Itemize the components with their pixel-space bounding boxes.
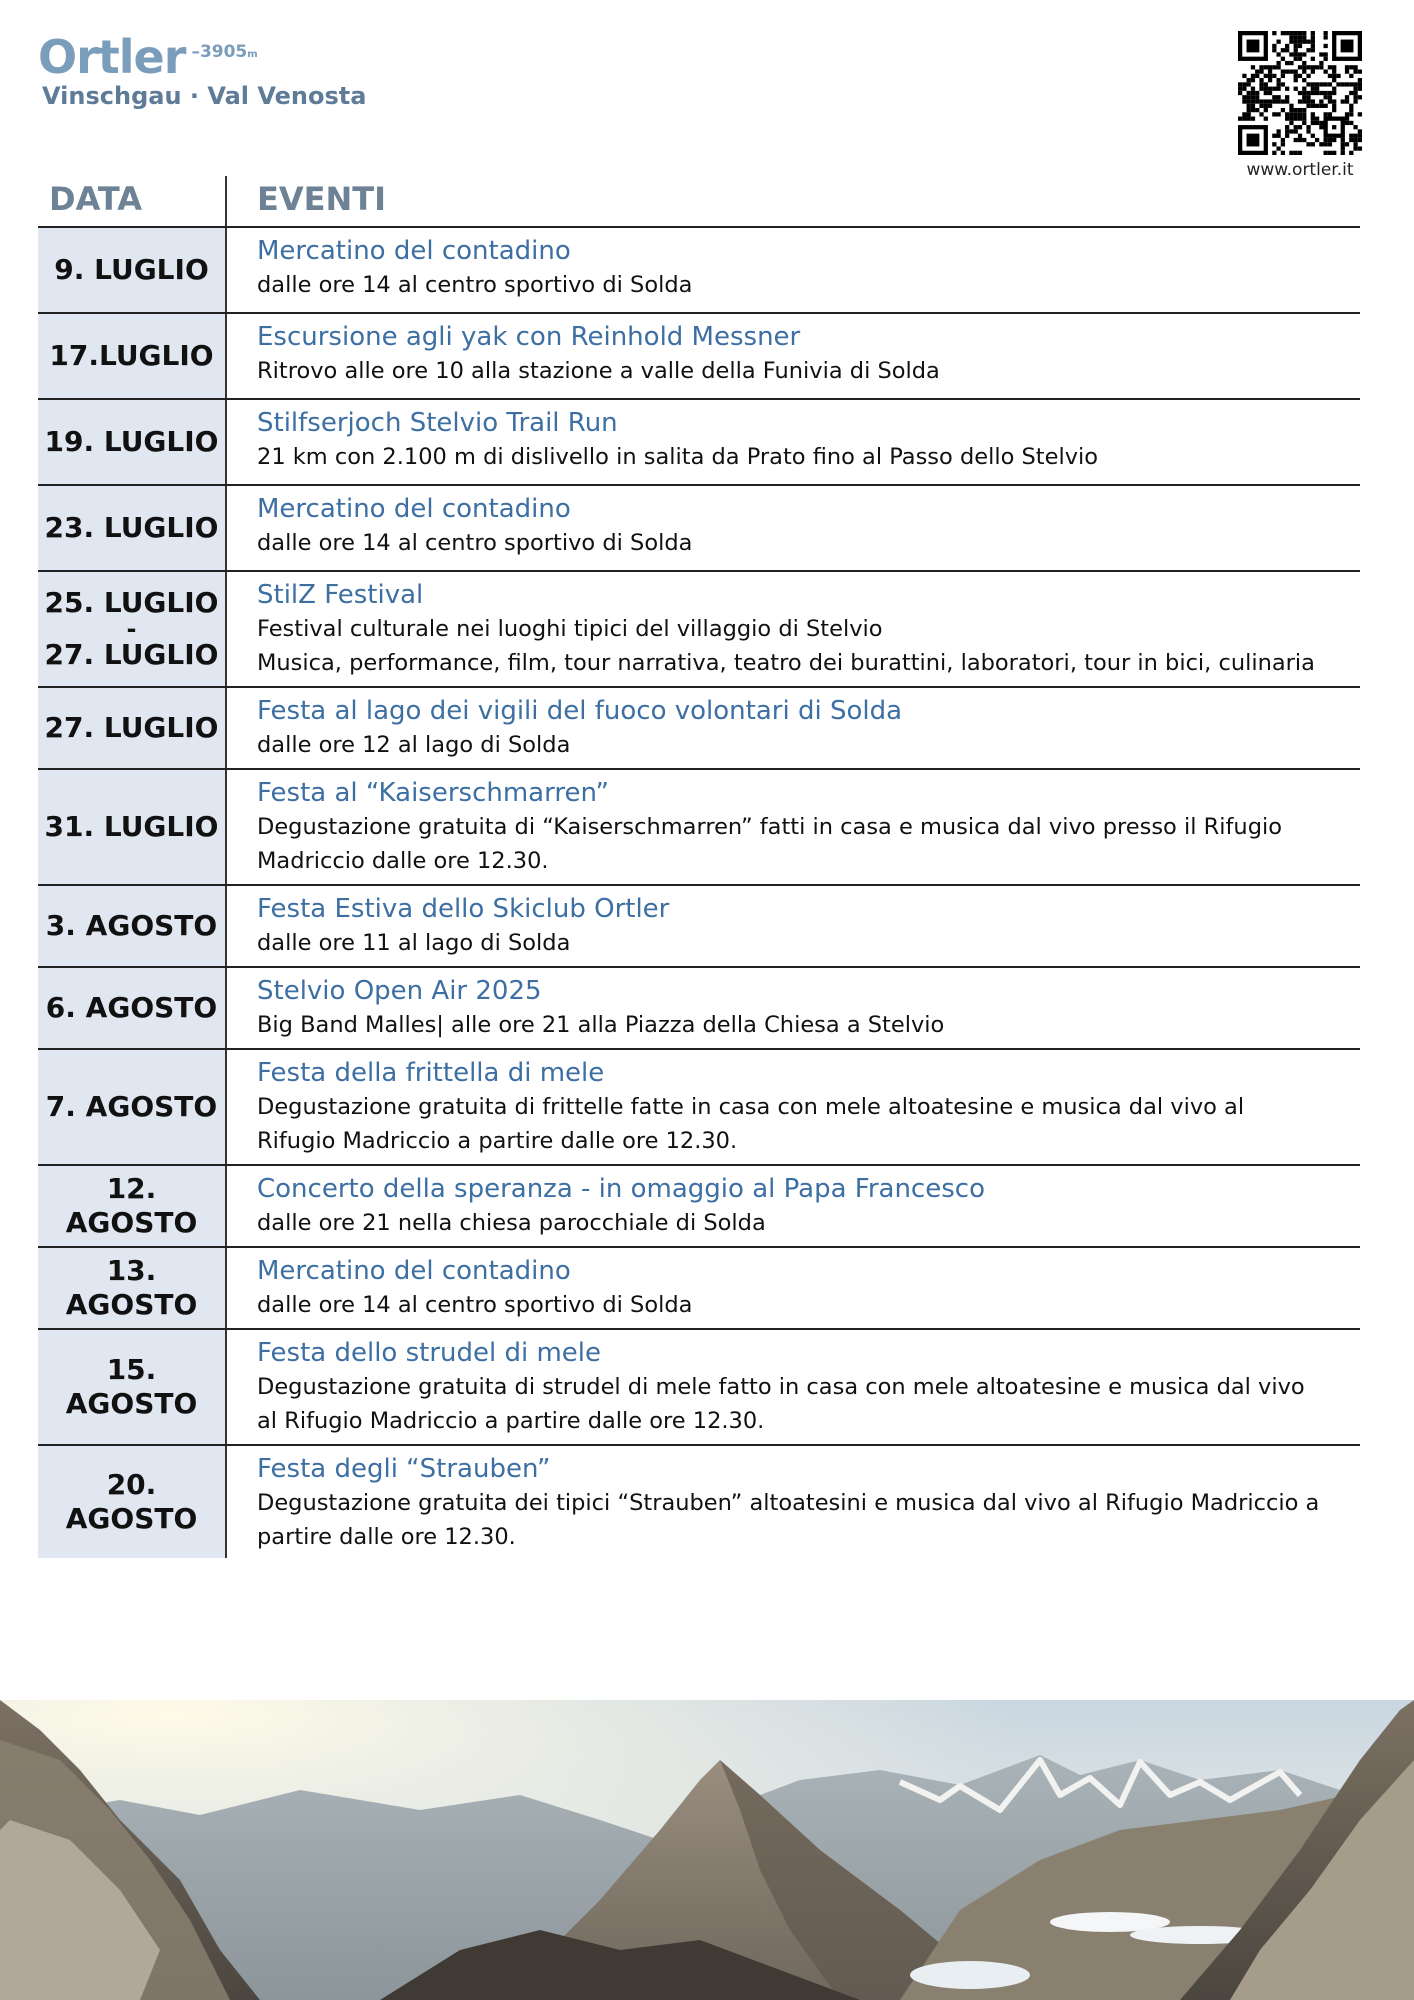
table-row xyxy=(38,768,1360,884)
event-details xyxy=(227,770,1360,884)
event-date xyxy=(38,1248,227,1328)
event-description xyxy=(257,612,1360,680)
event-description-line: Musica, performance, film, tour narrativa, teatro dei burattini, laboratori, tour in bici, culinaria xyxy=(257,650,1315,676)
event-details xyxy=(227,1330,1360,1444)
table-row xyxy=(38,884,1360,966)
event-description-line: dalle ore 11 al lago di Solda xyxy=(257,930,571,956)
table-row xyxy=(38,966,1360,1048)
event-description xyxy=(257,926,1360,960)
event-title: Stilfserjoch Stelvio Trail Run xyxy=(257,408,618,438)
qr-code[interactable] xyxy=(1238,31,1362,155)
event-date xyxy=(38,968,227,1048)
event-details xyxy=(227,314,1360,398)
panorama-graphic xyxy=(0,1700,1414,2000)
event-date-start: 17.LUGLIO xyxy=(49,339,214,372)
table-header xyxy=(38,176,1360,226)
event-title: Concerto della speranza - in omaggio al Papa Francesco xyxy=(257,1174,985,1204)
event-description-line: dalle ore 21 nella chiesa parocchiale di Solda xyxy=(257,1210,766,1236)
event-details xyxy=(227,228,1360,312)
event-title: Escursione agli yak con Reinhold Messner xyxy=(257,322,801,352)
mountain-panorama-image xyxy=(0,1700,1414,2000)
table-row xyxy=(38,570,1360,686)
event-description-line: Big Band Malles| alle ore 21 alla Piazza della Chiesa a Stelvio xyxy=(257,1012,945,1038)
event-description-line: 21 km con 2.100 m di dislivello in salita da Prato fino al Passo dello Stelvio xyxy=(257,444,1099,470)
event-date xyxy=(38,228,227,312)
event-title: Mercatino del contadino xyxy=(257,494,571,524)
event-title: StilZ Festival xyxy=(257,580,424,610)
event-details xyxy=(227,400,1360,484)
event-date-start: 13. AGOSTO xyxy=(65,1254,198,1321)
event-date xyxy=(38,1166,227,1246)
table-row xyxy=(38,312,1360,398)
event-date xyxy=(38,572,227,686)
event-date-start: 20. AGOSTO xyxy=(65,1468,198,1535)
event-description xyxy=(257,526,1360,560)
event-details xyxy=(227,1446,1360,1558)
event-date-start: 7. AGOSTO xyxy=(45,1090,218,1123)
logo-subtitle: Vinschgau · Val Venosta xyxy=(42,82,367,110)
event-date-start: 6. AGOSTO xyxy=(45,991,218,1024)
event-details xyxy=(227,486,1360,570)
event-title: Mercatino del contadino xyxy=(257,1256,571,1286)
event-description xyxy=(257,354,1360,388)
event-description xyxy=(257,440,1360,474)
table-row xyxy=(38,1328,1360,1444)
event-description-line: dalle ore 14 al centro sportivo di Solda xyxy=(257,530,693,556)
event-details xyxy=(227,572,1360,686)
table-row xyxy=(38,226,1360,312)
event-description xyxy=(257,1370,1360,1438)
event-description-line: Festival culturale nei luoghi tipici del villaggio di Stelvio xyxy=(257,616,883,642)
event-date-end: 27. LUGLIO xyxy=(44,638,219,671)
event-title: Stelvio Open Air 2025 xyxy=(257,976,542,1006)
event-date xyxy=(38,1050,227,1164)
event-description-line: Degustazione gratuita di “Kaiserschmarren” fatti in casa e musica dal vivo presso il Rifugio xyxy=(257,814,1282,840)
event-description xyxy=(257,1206,1360,1240)
logo-name: Ortler xyxy=(38,30,186,84)
event-description xyxy=(257,810,1360,878)
logo-altitude-value: 3905 xyxy=(199,42,248,62)
event-description-line: Degustazione gratuita dei tipici “Strauben” altoatesini e musica dal vivo al Rifugio Madriccio a xyxy=(257,1490,1320,1516)
table-row xyxy=(38,1048,1360,1164)
event-date xyxy=(38,886,227,966)
event-date xyxy=(38,486,227,570)
table-row xyxy=(38,686,1360,768)
qr-code-graphic xyxy=(1238,31,1362,155)
header-events: EVENTI xyxy=(257,180,386,218)
table-row xyxy=(38,1246,1360,1328)
event-description-line: dalle ore 12 al lago di Solda xyxy=(257,732,571,758)
event-details xyxy=(227,968,1360,1048)
event-description-line: partire dalle ore 12.30. xyxy=(257,1524,516,1550)
event-title: Festa al “Kaiserschmarren” xyxy=(257,778,609,808)
event-description xyxy=(257,1486,1360,1554)
event-date-start: 25. LUGLIO xyxy=(44,586,219,619)
event-description-line: Degustazione gratuita di strudel di mele fatto in casa con mele altoatesine e musica dal vivo xyxy=(257,1374,1305,1400)
events-table xyxy=(38,176,1360,1558)
event-description-line: Degustazione gratuita di frittelle fatte in casa con mele altoatesine e musica dal vivo al xyxy=(257,1094,1245,1120)
event-date-start: 27. LUGLIO xyxy=(44,711,219,744)
event-description-line: Rifugio Madriccio a partire dalle ore 12.30. xyxy=(257,1128,738,1154)
event-description-line: Ritrovo alle ore 10 alla stazione a valle della Funivia di Solda xyxy=(257,358,940,384)
event-description xyxy=(257,1288,1360,1322)
event-date-start: 15. AGOSTO xyxy=(65,1353,198,1420)
event-details xyxy=(227,1166,1360,1246)
event-title: Festa degli “Strauben” xyxy=(257,1454,551,1484)
event-description-line: Madriccio dalle ore 12.30. xyxy=(257,848,549,874)
table-row xyxy=(38,484,1360,570)
event-date-start: 19. LUGLIO xyxy=(44,425,219,458)
event-date-separator: - xyxy=(126,615,137,643)
event-description-line: al Rifugio Madriccio a partire dalle ore 12.30. xyxy=(257,1408,765,1434)
event-date-start: 3. AGOSTO xyxy=(45,909,218,942)
event-description-line: dalle ore 14 al centro sportivo di Solda xyxy=(257,1292,693,1318)
event-title: Festa Estiva dello Skiclub Ortler xyxy=(257,894,670,924)
logo-altitude-unit: m xyxy=(247,49,258,60)
event-description xyxy=(257,1008,1360,1042)
event-date-start: 12. AGOSTO xyxy=(65,1172,198,1239)
brand-logo xyxy=(38,30,366,110)
event-date xyxy=(38,770,227,884)
event-date xyxy=(38,1330,227,1444)
event-details xyxy=(227,1248,1360,1328)
event-date xyxy=(38,688,227,768)
event-date-start: 31. LUGLIO xyxy=(44,810,219,843)
event-date xyxy=(38,314,227,398)
event-details xyxy=(227,886,1360,966)
event-description xyxy=(257,728,1360,762)
event-title: Mercatino del contadino xyxy=(257,236,571,266)
logo-altitude: –3905m xyxy=(191,42,258,62)
event-title: Festa al lago dei vigili del fuoco volontari di Solda xyxy=(257,696,903,726)
event-title: Festa della frittella di mele xyxy=(257,1058,605,1088)
table-row xyxy=(38,398,1360,484)
event-description xyxy=(257,1090,1360,1158)
event-date-start: 9. LUGLIO xyxy=(54,253,209,286)
event-date-start: 23. LUGLIO xyxy=(44,511,219,544)
table-row xyxy=(38,1444,1360,1558)
table-body xyxy=(38,226,1360,1558)
event-details xyxy=(227,688,1360,768)
event-description-line: dalle ore 14 al centro sportivo di Solda xyxy=(257,272,693,298)
event-details xyxy=(227,1050,1360,1164)
event-description xyxy=(257,268,1360,302)
website-link[interactable]: www.ortler.it xyxy=(1246,160,1354,180)
header-date: DATA xyxy=(38,176,227,226)
event-date xyxy=(38,400,227,484)
table-row xyxy=(38,1164,1360,1246)
event-title: Festa dello strudel di mele xyxy=(257,1338,602,1368)
event-date xyxy=(38,1446,227,1558)
